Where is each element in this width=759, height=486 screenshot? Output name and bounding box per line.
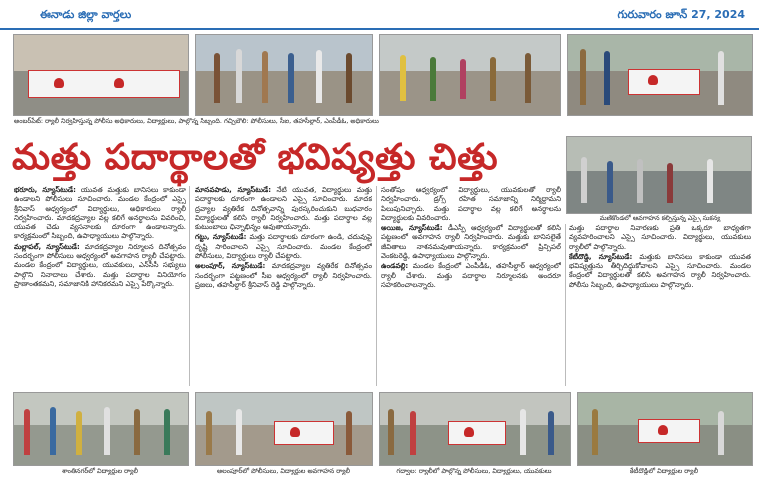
body-text: మత్తు పదార్థాల నివారణకు ప్రతి ఒక్కరూ బాధ్యతగా వ్యవహరించాలని ఎస్సై సూచించారు. విద్యార్థులు, యువకులు ర్యాలీలో పాల్గొన్నారు. bbox=[569, 224, 751, 251]
top-photo-4 bbox=[567, 34, 753, 116]
body-text: యువత మత్తుకు బానిసలు కాకుండా ఉండాలని పోలీసులు సూచించారు. మండల కేంద్రంలో ఎస్సై శ్రీనివాస్ ఆధ్వర్యంలో విద్యార్థులు, అధికారులు ర్యాలీ నిర్వహించారు. మాదకద్రవ్యాల వల్ల కలిగే అనర్థాలను వివరించి, యువత చెడు వ్యసనాలకు దూరంగా ఉండాలన్నారు. కార్యక్రమంలో సిబ్బంది, ఉపాధ్యాయులు పాల్గొన్నారు. bbox=[14, 186, 186, 241]
bottom-photo-3 bbox=[379, 392, 571, 466]
dateline: అలంపూర్, న్యూస్‌టుడే: bbox=[195, 262, 266, 271]
paragraph bbox=[195, 186, 372, 232]
top-photo-1 bbox=[13, 34, 189, 116]
dateline: భరూరు, న్యూస్‌టుడే: bbox=[14, 186, 76, 194]
dateline: గట్టు, న్యూస్‌టుడే: bbox=[195, 233, 247, 242]
bottom-caption-2: అలంపూర్‌లో పోలీసులు, విద్యార్థుల అవగాహన ర్యాలీ bbox=[216, 467, 351, 475]
top-photo-caption: అంబర్‌పేట్: ర్యాలీ నిర్వహిస్తున్న పోలీసు అధికారులు, విద్యార్థులు, పాల్గొన్న సిబ్బంది. గచ్చిబౌలి: పోలీసులు, సీఐ, తహసీల్దార్, ఎంపీడీఓ, అధికారులు bbox=[14, 117, 379, 125]
body-text: సంతోషం ఆధ్వర్యంలో విద్యార్థులు, యువకులతో ర్యాలీ నిర్వహించారు. డ్రగ్స్ రహిత సమాజాన్ని నిర్మిద్దామని పిలుపునిచ్చారు. మత్తు పదార్థాల వల్ల కలిగే అనర్థాలను విద్యార్థులకు వివరించారు. bbox=[381, 186, 561, 222]
right-photo-caption: మణికొండలో ఆవగాహన కల్పిస్తున్న ఎస్సై సుకన్య bbox=[599, 214, 721, 222]
right-photo bbox=[566, 136, 752, 214]
top-photo-3 bbox=[379, 34, 561, 116]
column-divider bbox=[565, 224, 566, 386]
body-text: డీఎస్పీ ఆధ్వర్యంలో విద్యార్థులతో కలిసి పట్టణంలో అవగాహన ర్యాలీ నిర్వహించారు. మత్తుకు బానిసలైతే జీవితాలు నాశనమవుతాయన్నారు. కార్యక్రమంలో ప్రిన్సిపల్ వెంకటరెడ్డి, ఉపాధ్యాయులు పాల్గొన్నారు. bbox=[381, 224, 561, 261]
bottom-photo-4 bbox=[577, 392, 753, 466]
paragraph bbox=[195, 233, 372, 261]
bottom-photo-1 bbox=[13, 392, 189, 466]
paragraph bbox=[14, 243, 186, 289]
top-photo-2 bbox=[195, 34, 373, 116]
edition-date: గురువారం జూన్ 27, 2024 bbox=[617, 8, 745, 21]
column-divider bbox=[189, 186, 190, 386]
paragraph bbox=[569, 253, 751, 290]
article-column-1 bbox=[14, 186, 186, 386]
dateline: కేటీదొడ్డి, న్యూస్‌టుడే: bbox=[569, 252, 633, 261]
body-text: మండల కేంద్రంలో ఎంపీడీఓ, తహసీల్దార్ ఆధ్వర్యంలో ర్యాలీ చేశారు. మత్తు పదార్థాల నిర్మూలనకు అందరూ సహకరించాలన్నారు. bbox=[381, 262, 561, 289]
dateline: అయిజ, న్యూస్‌టుడే: bbox=[381, 224, 443, 233]
body-text: మాదకద్రవ్యాల నిర్మూలన దినోత్సవం సందర్భంగా పోలీసులు ఆధ్వర్యంలో అవగాహన ర్యాలీ చేపట్టారు. మండల కేంద్రంలో విద్యార్థులు, యువకులు, ఎన్‌సీసీ సభ్యులు పాల్గొని నినాదాలు చేశారు. మత్తు పదార్థాల వినియోగం ప్రాణాంతకమని, సమాజానికి హానికరమని ఎస్సై పేర్కొన్నారు. bbox=[14, 242, 186, 288]
headline: మత్తు పదార్థాలతో భవిష్యత్తు చిత్తు bbox=[12, 136, 499, 178]
article-column-2 bbox=[195, 186, 372, 386]
article-column-3 bbox=[381, 186, 561, 386]
bottom-caption-3: గద్వాల: ర్యాలీలో పాల్గొన్న పోలీసులు, విద్యార్థులు, యువకులు bbox=[396, 467, 552, 475]
column-divider bbox=[376, 186, 377, 386]
body-text: నేటి యువత, విద్యార్థులు మత్తు పదార్థాలకు దూరంగా ఉండాలని ఎస్సై సూచించారు. మాదక ద్రవ్యాల వ్యతిరేక దినోత్సవాన్ని పురస్కరించుకుని బుధవారం విద్యార్థులతో కలిసి ర్యాలీ నిర్వహించారు. మత్తు పదార్థాల వల్ల కుటుంబాలు ఛిన్నాభిన్నం అవుతాయన్నారు. bbox=[195, 186, 372, 232]
body-text: మత్తుకు బానిసలు కాకుండా యువత భవిష్యత్తును తీర్చిదిద్దుకోవాలని ఎస్సై సూచించారు. మండల కేంద్రంలో విద్యార్థులతో కలిసి అవగాహన ర్యాలీ నిర్వహించారు. పోలీసు సిబ్బంది, ఉపాధ్యాయులు పాల్గొన్నారు. bbox=[569, 252, 751, 289]
body-text: మత్తు పదార్థాలకు దూరంగా ఉండి, చదువుపై దృష్టి సారించాలని ఎస్సై సూచించారు. మండల కేంద్రంలో పోలీసులు, విద్యార్థులు ర్యాలీ చేపట్టారు. bbox=[195, 233, 372, 261]
article-column-4 bbox=[569, 224, 751, 386]
paragraph bbox=[195, 262, 372, 290]
bottom-caption-1: శాంతినగర్‌లో విద్యార్థుల ర్యాలీ bbox=[62, 467, 138, 475]
dateline: మల్లాపల్, న్యూస్‌టుడే: bbox=[14, 242, 80, 251]
bottom-caption-4: కేటీదొడ్డిలో విద్యార్థుల ర్యాలీ bbox=[629, 467, 699, 475]
paragraph bbox=[381, 262, 561, 290]
dateline: మానవపాడు, న్యూస్‌టుడే: bbox=[195, 186, 272, 194]
section-title: ఈనాడు జిల్లా వార్తలు bbox=[40, 8, 132, 21]
paragraph bbox=[14, 186, 186, 242]
paragraph bbox=[569, 224, 751, 252]
dateline: ఉండవల్లి: bbox=[381, 262, 409, 271]
paragraph bbox=[381, 224, 561, 261]
body-text: మాదకద్రవ్యాల వ్యతిరేక దినోత్సవం సందర్భంగా పట్టణంలో సీఐ ఆధ్వర్యంలో ర్యాలీ నిర్వహించారు. ప్రజలు, తహసీల్దార్ శ్రీనివాస్ రెడ్డి పాల్గొన్నారు. bbox=[195, 262, 372, 289]
paragraph bbox=[381, 186, 561, 223]
bottom-photo-2 bbox=[195, 392, 373, 466]
